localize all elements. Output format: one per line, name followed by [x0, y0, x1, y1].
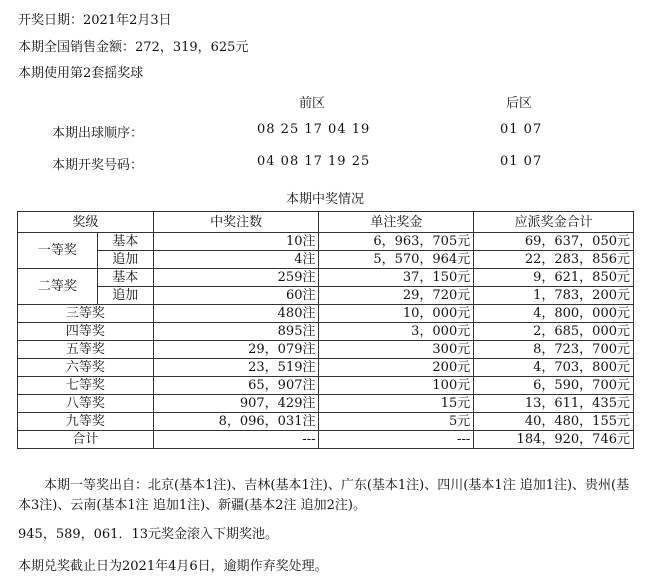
second-prize-name: 二等奖 [18, 269, 98, 305]
level-cell: 八等奖 [18, 395, 154, 413]
prize-cell: 6，963，705元 [319, 233, 474, 251]
prize-cell: 5，570，964元 [319, 251, 474, 269]
sum-count: --- [153, 431, 319, 449]
table-title: 本期中奖情况 [285, 192, 364, 207]
table-row [18, 413, 634, 431]
header-count: 中奖注数 [153, 212, 319, 233]
total-cell: 9，621，850元 [474, 269, 634, 287]
count-cell: 259注 [153, 269, 319, 287]
total-cell: 6，590，700元 [474, 377, 634, 395]
prize-cell: 10，000元 [319, 305, 474, 323]
table-row [18, 395, 634, 413]
winning-numbers-label: 本期开奖号码： [52, 158, 144, 173]
first-prize-winners-note: 本期一等奖出自：北京(基本1注)、吉林(基本1注)、广东(基本1注)、四川(基本1注 追加1注)、贵州(基本3注)、云南(基本1注 追加1注)、新疆(基本2注 追加2注)。 [18, 478, 630, 513]
winning-numbers-row [52, 154, 612, 172]
sales-amount: 本期全国销售金额：272，319，625元 [18, 40, 249, 55]
header-total: 应派奖金合计 [474, 212, 634, 233]
count-cell: 8，096，031注 [153, 413, 319, 431]
table-row [18, 323, 634, 341]
sub-level: 基本 [97, 233, 153, 251]
draw-order-front: 08 25 17 04 19 [257, 122, 371, 137]
sub-level: 追加 [97, 251, 153, 269]
prize-cell: 15元 [319, 395, 474, 413]
count-cell: 895注 [153, 323, 319, 341]
total-cell: 40，480，155元 [474, 413, 634, 431]
rollover-note: 945，589，061．13元奖金滚入下期奖池。 [18, 527, 278, 542]
total-cell: 69，637，050元 [474, 233, 634, 251]
level-cell: 九等奖 [18, 413, 154, 431]
level-cell: 三等奖 [18, 305, 154, 323]
level-cell: 七等奖 [18, 377, 154, 395]
table-row [18, 287, 634, 305]
draw-order-label: 本期出球顺序： [52, 126, 144, 141]
sum-label: 合计 [18, 431, 154, 449]
count-cell: 4注 [153, 251, 319, 269]
header-prize: 单注奖金 [319, 212, 474, 233]
total-cell: 13，611，435元 [474, 395, 634, 413]
draw-order-row [52, 122, 612, 140]
sum-total: 184，920，746元 [474, 431, 634, 449]
count-cell: 10注 [153, 233, 319, 251]
table-row [18, 305, 634, 323]
header-level: 奖级 [18, 212, 154, 233]
prize-cell: 37，150元 [319, 269, 474, 287]
total-cell: 4，703，800元 [474, 359, 634, 377]
count-cell: 29，079注 [153, 341, 319, 359]
count-cell: 60注 [153, 287, 319, 305]
winning-numbers-back: 01 07 [500, 154, 543, 169]
front-zone-label: 前区 [299, 96, 326, 111]
prize-cell: 100元 [319, 377, 474, 395]
winning-numbers-front: 04 08 17 19 25 [257, 154, 371, 169]
count-cell: 65，907注 [153, 377, 319, 395]
level-cell: 五等奖 [18, 341, 154, 359]
prize-cell: 29，720元 [319, 287, 474, 305]
back-zone-label: 后区 [506, 96, 533, 111]
first-prize-name: 一等奖 [18, 233, 98, 269]
prize-cell: 3，000元 [319, 323, 474, 341]
prize-cell: 200元 [319, 359, 474, 377]
count-cell: 907，429注 [153, 395, 319, 413]
table-row [18, 251, 634, 269]
ball-set: 本期使用第2套摇奖球 [18, 66, 144, 81]
prize-cell: 300元 [319, 341, 474, 359]
sub-level: 追加 [97, 287, 153, 305]
deadline-note: 本期兑奖截止日为2021年4月6日，逾期作弃奖处理。 [18, 559, 328, 574]
level-cell: 六等奖 [18, 359, 154, 377]
total-cell: 22，283，856元 [474, 251, 634, 269]
prize-table [17, 211, 634, 449]
sum-prize: --- [319, 431, 474, 449]
table-row [18, 377, 634, 395]
table-total-row [18, 431, 634, 449]
prize-cell: 5元 [319, 413, 474, 431]
table-header-row [18, 212, 634, 233]
table-row [18, 359, 634, 377]
draw-date: 开奖日期：2021年2月3日 [18, 13, 172, 28]
level-cell: 四等奖 [18, 323, 154, 341]
count-cell: 480注 [153, 305, 319, 323]
table-row [18, 233, 634, 251]
table-row [18, 269, 634, 287]
total-cell: 1，783，200元 [474, 287, 634, 305]
count-cell: 23，519注 [153, 359, 319, 377]
draw-order-back: 01 07 [500, 122, 543, 137]
total-cell: 4，800，000元 [474, 305, 634, 323]
sub-level: 基本 [97, 269, 153, 287]
total-cell: 8，723，700元 [474, 341, 634, 359]
table-row [18, 341, 634, 359]
total-cell: 2，685，000元 [474, 323, 634, 341]
